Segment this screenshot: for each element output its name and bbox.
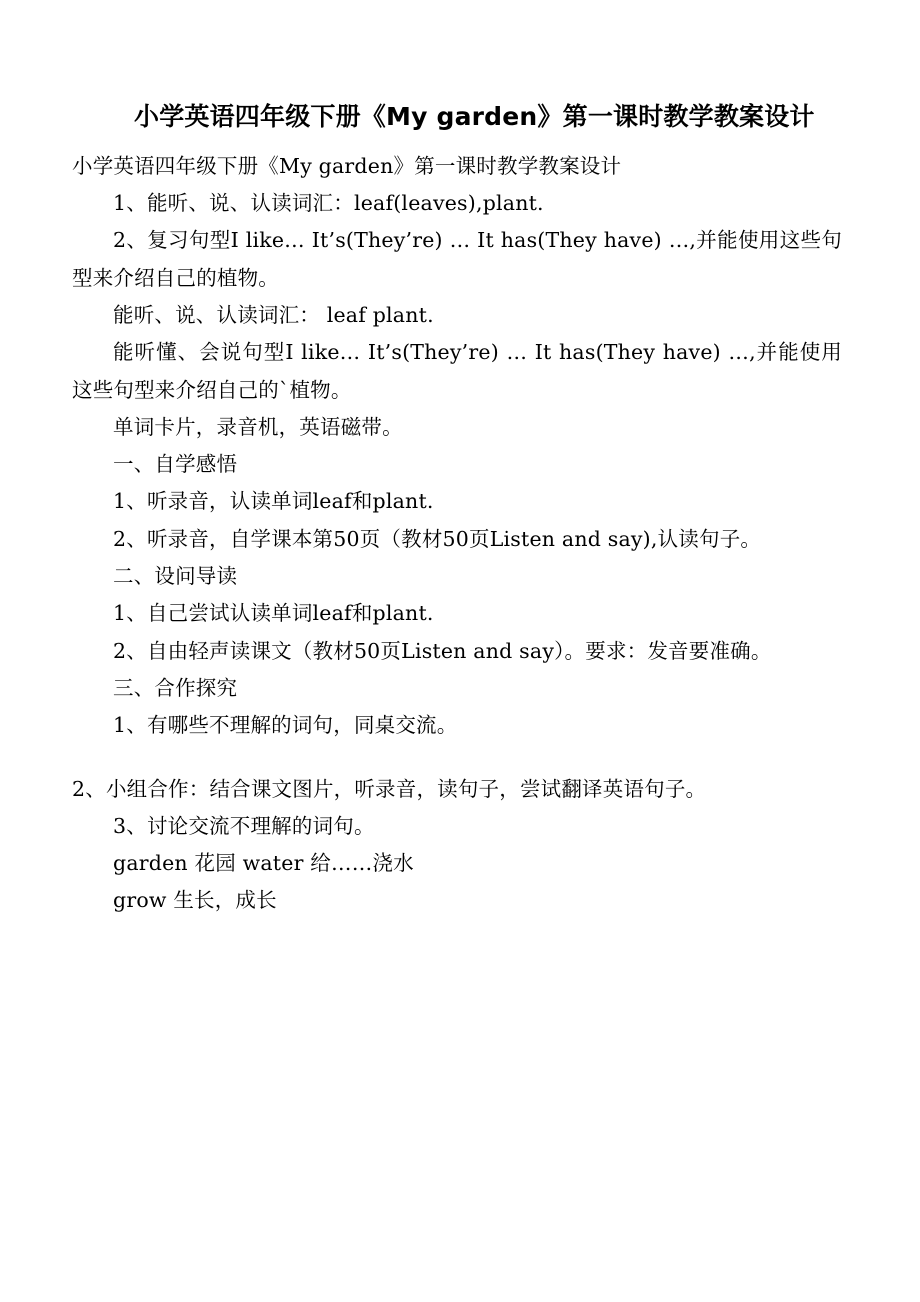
paragraph: 1、自己尝试认读单词leaf和plant. — [113, 601, 434, 626]
paragraph: 单词卡片，录音机，英语磁带。 — [113, 414, 403, 439]
page-title: 小学英语四年级下册《My garden》第一课时教学教案设计 — [134, 102, 815, 131]
paragraph: 能听懂、会说句型I like… It’s(They’re) … It has(They have) …,并能使用这些句型来介绍自己的`植物。 — [72, 340, 842, 402]
paragraph: garden 花园 water 给……浇水 — [113, 851, 414, 876]
paragraph: 1、有哪些不理解的词句，同桌交流。 — [113, 713, 458, 738]
paragraph: 2、复习句型I like… It’s(They’re) … It has(They have) …,并能使用这些句型来介绍自己的植物。 — [72, 228, 842, 290]
paragraph: grow 生长，成长 — [113, 888, 277, 913]
paragraph: 2、自由轻声读课文（教材50页Listen and say）。要求：发音要准确。 — [113, 638, 772, 663]
paragraph: 1、听录音，认读单词leaf和plant. — [113, 489, 434, 514]
document-body — [72, 148, 842, 920]
paragraph: 能听、说、认读词汇： leaf plant. — [113, 302, 434, 327]
paragraph: 三、合作探究 — [113, 675, 238, 700]
paragraph: 二、设问导读 — [113, 564, 238, 589]
paragraph: 2、听录音，自学课本第50页（教材50页Listen and say),认读句子。 — [113, 526, 762, 551]
paragraph: 小学英语四年级下册《My garden》第一课时教学教案设计 — [72, 153, 622, 178]
paragraph: 3、讨论交流不理解的词句。 — [113, 813, 375, 838]
paragraph: 2、小组合作：结合课文图片，听录音，读句子，尝试翻译英语句子。 — [72, 776, 707, 801]
paragraph: 一、自学感悟 — [113, 452, 238, 477]
paragraph: 1、能听、说、认读词汇：leaf(leaves),plant. — [113, 191, 544, 216]
